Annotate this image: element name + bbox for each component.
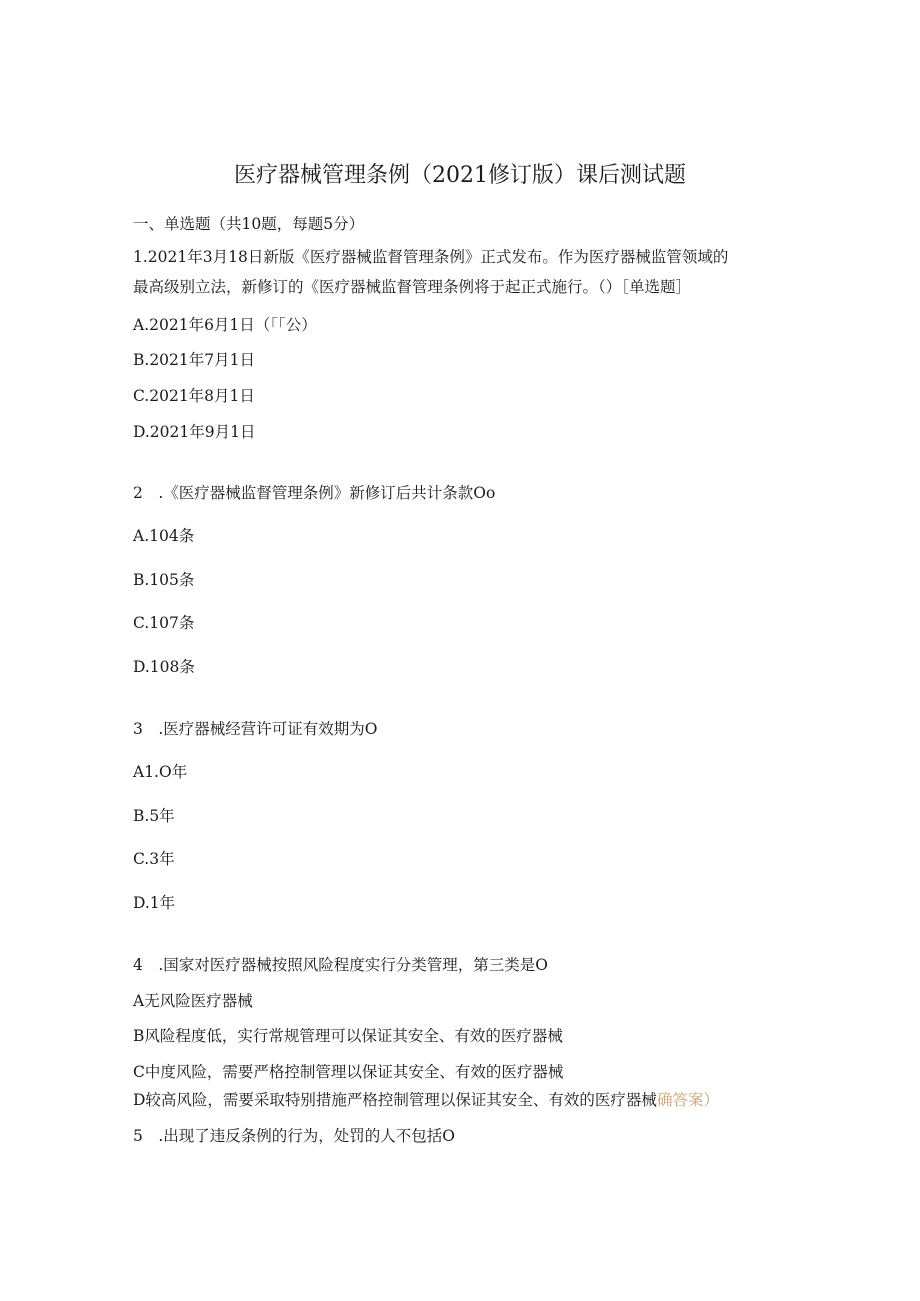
q4-option-d-line	[133, 1088, 719, 1110]
q3-option-d: D.1年	[133, 894, 176, 912]
q4-option-c: C中度风险，需要严格控制管理以保证其安全、有效的医疗器械	[133, 1063, 564, 1081]
q3-option-a: A1.O年	[133, 763, 188, 781]
q4-option-a: A无风险医疗器械	[133, 992, 253, 1010]
question-5: 5 .出现了违反条例的行为，处罚的人不包括O	[133, 1127, 455, 1145]
question-1-line-1: 1.2021年3月18日新版《医疗器械监督管理条例》正式发布。作为医疗器械监管领域的	[133, 248, 729, 266]
document-title: 医疗器械管理条例（2021修订版）课后测试题	[234, 163, 686, 188]
q4-option-d: D较高风险，需要采取特别措施严格控制管理以保证其安全、有效的医疗器械	[133, 1091, 657, 1109]
q2-option-b: B.105条	[133, 571, 195, 589]
q4-option-b: B风险程度低，实行常规管理可以保证其安全、有效的医疗器械	[133, 1027, 563, 1045]
question-2: 2 .《医疗器械监督管理条例》新修订后共计条款Oo	[133, 484, 496, 502]
question-4: 4 .国家对医疗器械按照风险程度实行分类管理，第三类是O	[133, 956, 548, 974]
question-3: 3 .医疗器械经营许可证有效期为O	[133, 720, 378, 738]
q1-option-c: C.2021年8月1日	[133, 387, 255, 405]
q3-option-c: C.3年	[133, 850, 175, 868]
question-1-line-2: 最高级别立法，新修订的《医疗器械监督管理条例将于起正式施行。（）［单选题］	[133, 278, 692, 296]
q2-option-c: C.107条	[133, 614, 195, 632]
q2-option-d: D.108条	[133, 658, 195, 676]
q3-option-b: B.5年	[133, 807, 175, 825]
section-heading: 一、单选题（共10题，每题5分）	[133, 215, 365, 233]
q2-option-a: A.104条	[133, 527, 195, 545]
answer-mark: 确答案）	[656, 1091, 719, 1109]
q1-option-b: B.2021年7月1日	[133, 351, 255, 369]
q1-option-a: A.2021年6月1日（「「公）	[133, 316, 317, 334]
q1-option-d: D.2021年9月1日	[133, 423, 256, 441]
